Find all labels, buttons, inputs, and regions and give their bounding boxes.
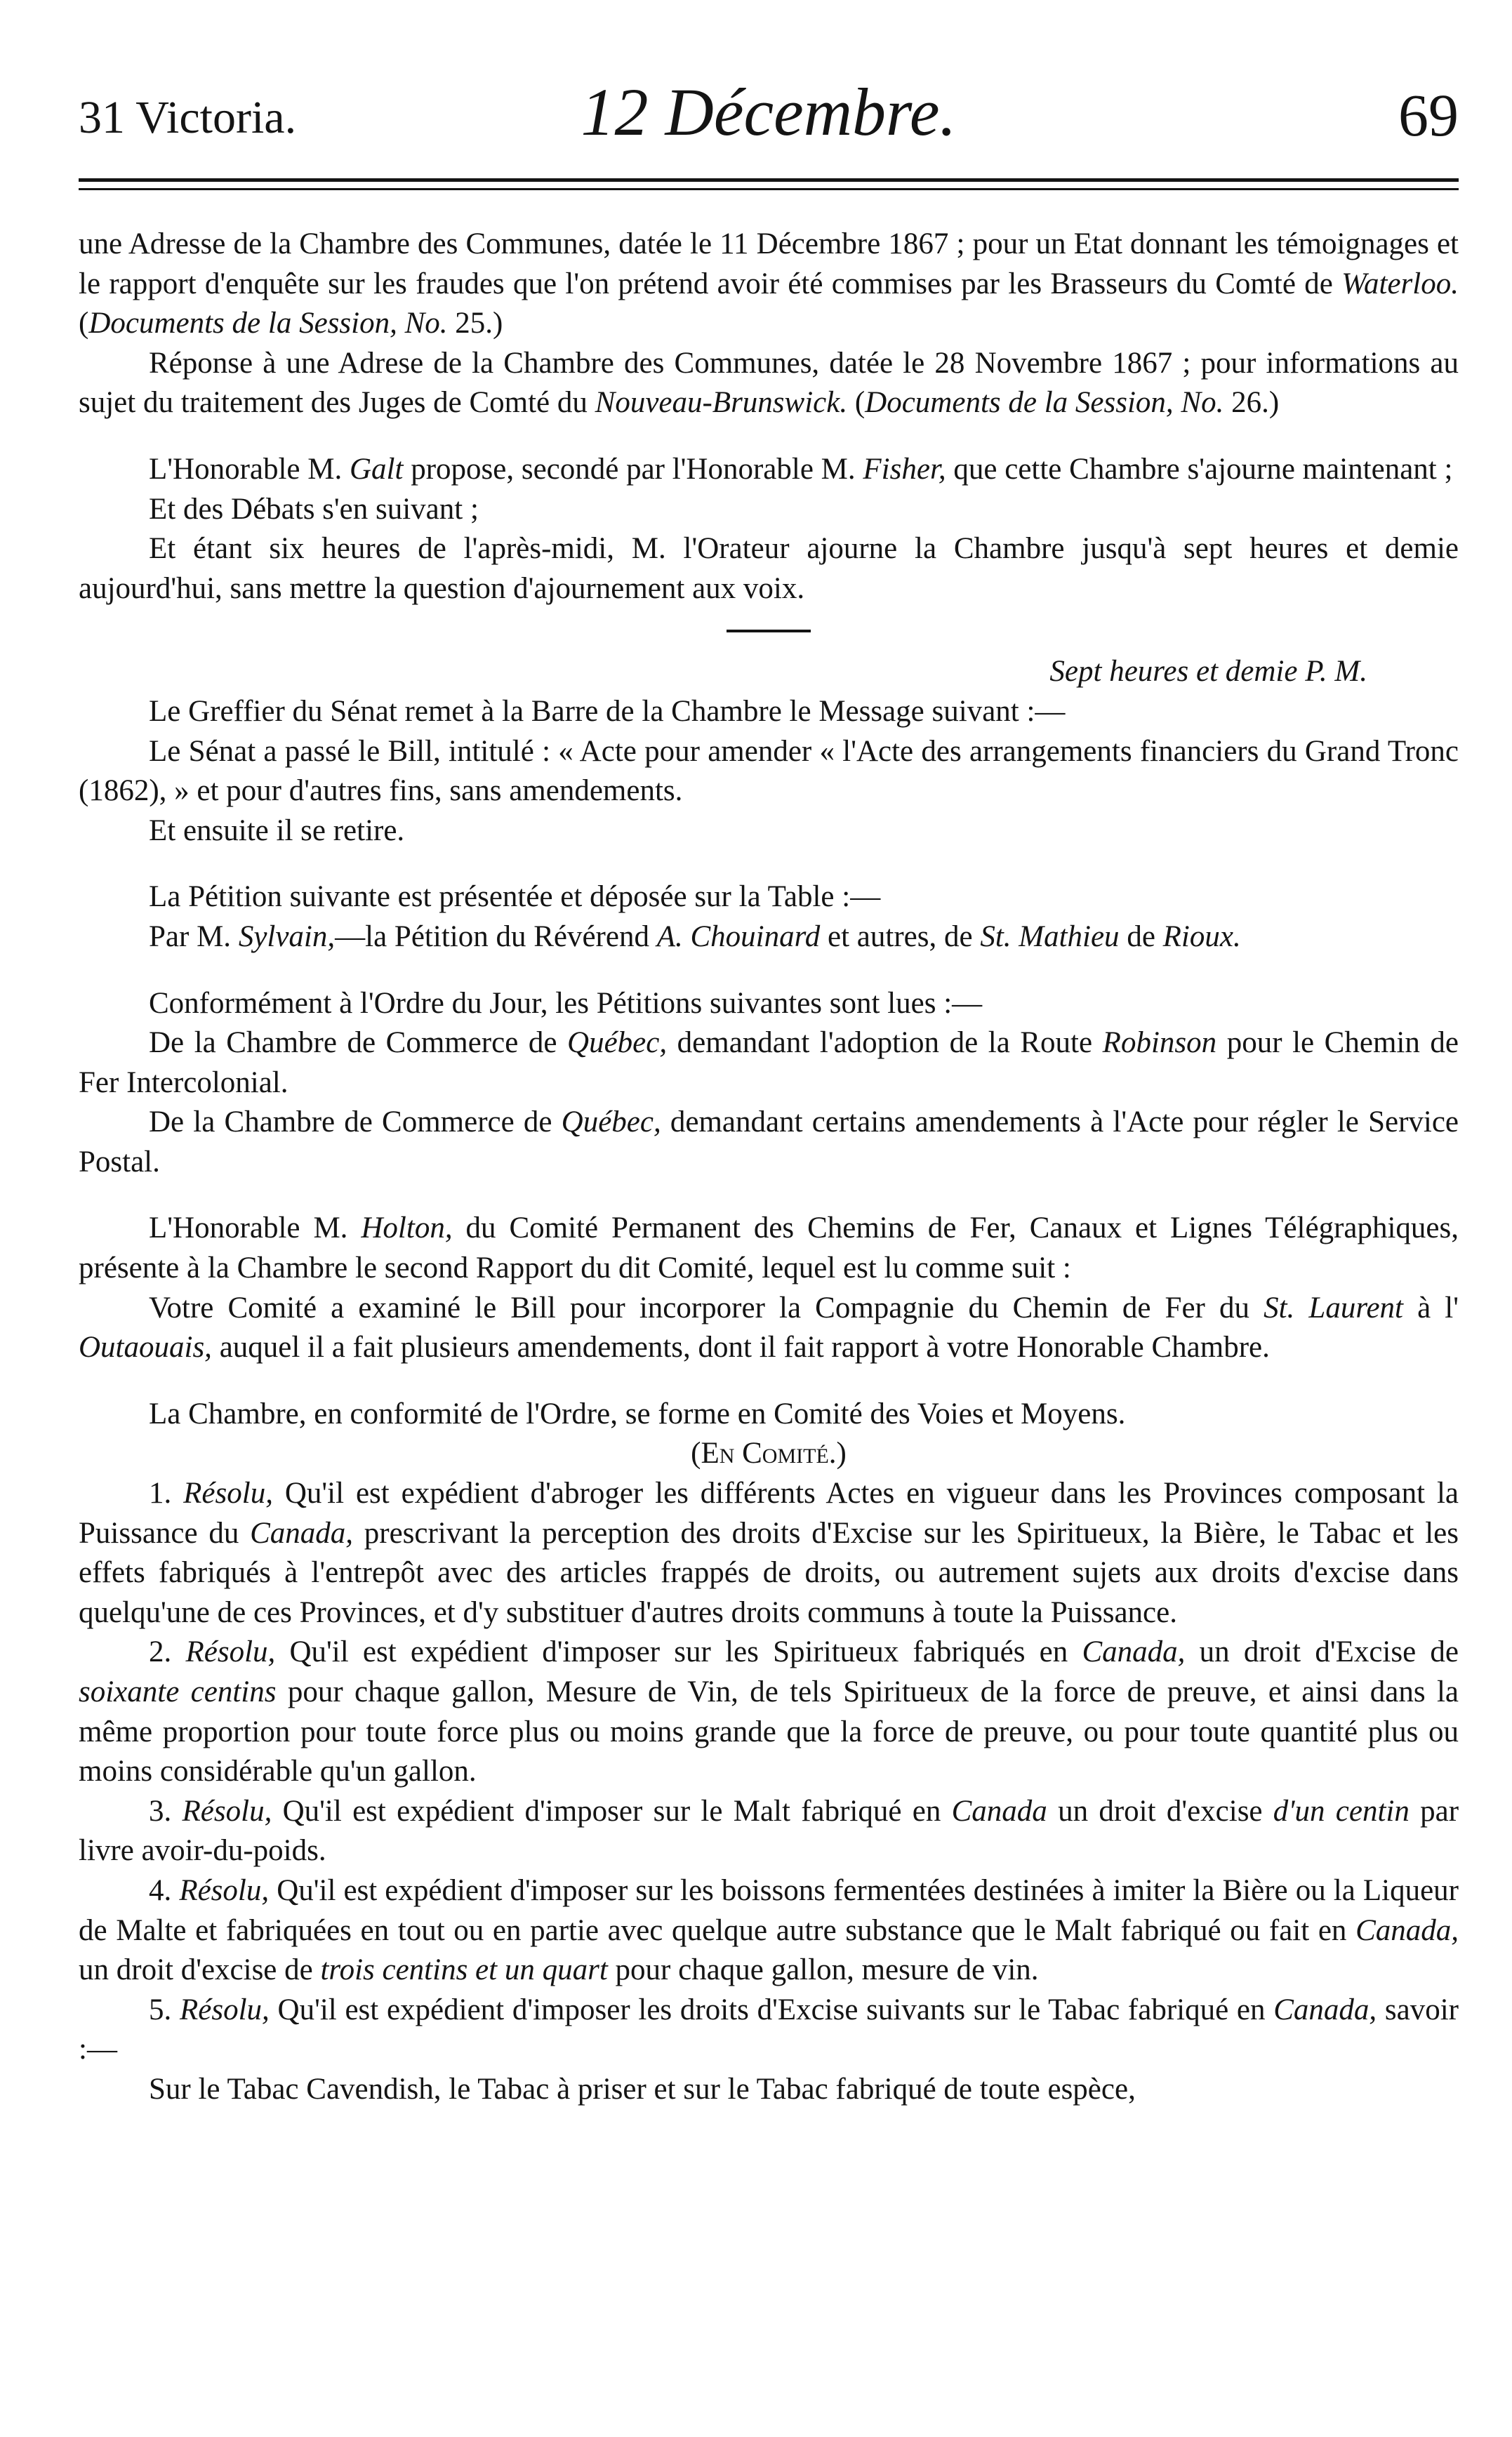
text-run: Qu'il est expédient d'imposer sur les boissons fermentées destinées à imiter la Bière ou la Liqueur de Malte et fabriquées en tout ou en partie avec quelque autre substance que le Malt fabriqué ou fait en [79, 1873, 1459, 1947]
paragraph [79, 225, 1459, 344]
italic-text: St. Mathieu [980, 919, 1120, 953]
italic-text: Canada, [250, 1516, 354, 1550]
italic-text: Holton, [361, 1211, 453, 1245]
text-run: Sept heures et demie P. M. [1049, 655, 1367, 689]
section-divider [727, 630, 811, 632]
text-run: du Comité Permanent des Chemins de Fer, Canaux et Lignes Télégraphiques, présente à la Chambre le second Rapport du dit Comité, lequel est lu comme suit : [79, 1211, 1459, 1285]
italic-text: Résolu, [179, 1873, 270, 1907]
text-run: Conformément à l'Ordre du Jour, les Pétitions suivantes sont lues :— [149, 986, 983, 1020]
italic-text: Galt [350, 452, 404, 486]
paragraph [79, 344, 1459, 423]
text-run: L'Honorable M. [149, 452, 350, 486]
text-run: ( [79, 307, 89, 340]
header-date-text: 12 Décembre. [581, 74, 957, 150]
text-run: 25.) [447, 307, 503, 340]
paragraph [79, 450, 1459, 490]
paragraph-gap [79, 1368, 1459, 1395]
text-run: De la Chambre de Commerce de [149, 1105, 562, 1139]
text-run: 2. [149, 1635, 186, 1669]
text-run: auquel il a fait plusieurs amendements, dont il fait rapport à votre Honorable Chambre. [211, 1331, 1270, 1364]
text-run: 5. [149, 1993, 180, 2026]
text-run: L'Honorable M. [149, 1211, 362, 1245]
paragraph [79, 1991, 1459, 2070]
text-run: propose, secondé par l'Honorable M. [403, 452, 863, 486]
text-run: par livre avoir-du-poids. [79, 1794, 1459, 1868]
paragraph [79, 1395, 1459, 1435]
text-run: un droit d'excise de [79, 1953, 321, 1987]
paragraph-gap [79, 851, 1459, 877]
text-run: à l' [1403, 1291, 1459, 1324]
paragraph [79, 490, 1459, 530]
header-date [79, 73, 1459, 151]
italic-text: d'un centin [1273, 1794, 1410, 1828]
text-run: (En Comité.) [691, 1437, 847, 1470]
text-run: et autres, de [820, 919, 981, 953]
text-run: que cette Chambre s'ajourne maintenant ; [946, 452, 1453, 486]
paragraph-gap [79, 1182, 1459, 1209]
text-run: une Adresse de la Chambre des Communes, datée le 11 Décembre 1867 ; pour un Etat donnant les témoignages et le rapport d'enquête sur les fraudes que l'on prétend avoir été commises par les Brasseurs du Comté de [79, 227, 1459, 300]
italic-text: Résolu, [180, 1993, 270, 2026]
paragraph [79, 732, 1459, 811]
italic-text: Résolu, [183, 1477, 273, 1510]
paragraph [79, 1023, 1459, 1103]
text-run: 26.) [1223, 386, 1280, 420]
italic-text: A. Chouinard [656, 919, 821, 953]
text-run: Réponse à une Adrese de la Chambre des Communes, datée le 28 Novembre 1867 ; pour informations au sujet du traitement des Juges de Comté du [79, 346, 1459, 420]
text-run: demandant l'adoption de la Route [667, 1026, 1103, 1060]
italic-text: Documents de la Session, No. [865, 386, 1224, 420]
text-run: demandant certains amendements à l'Acte pour régler le Service Postal. [79, 1105, 1459, 1178]
paragraph [79, 1474, 1459, 1633]
italic-text: trois centins et un quart [320, 1953, 608, 1987]
text-run: un droit d'Excise de [1185, 1635, 1459, 1669]
italic-text: Québec, [561, 1105, 661, 1139]
text-run: 4. [149, 1873, 180, 1907]
italic-text: Waterloo. [1341, 267, 1459, 300]
italic-text: Canada [951, 1794, 1047, 1828]
text-run: Qu'il est expédient d'imposer sur le Malt fabriqué en [272, 1794, 952, 1828]
text-run: Et ensuite il se retire. [149, 814, 405, 847]
text-run: de [1119, 919, 1163, 953]
text-run: pour chaque gallon, Mesure de Vin, de tels Spiritueux de la force de preuve, et ainsi dans la même proportion pour toute force plus ou moins grande que la force de preuve, ou pour toute quantité plus ou moins considérable qu'un gallon. [79, 1675, 1459, 1788]
italic-text: Rioux. [1162, 919, 1241, 953]
text-run: Qu'il est expédient d'abroger les différents Actes en vigueur dans les Provinces composant la Puissance du [79, 1477, 1459, 1550]
paragraph-gap [79, 957, 1459, 984]
paragraph [79, 877, 1459, 917]
text-run: De la Chambre de Commerce de [149, 1026, 568, 1060]
header-rule-thin [79, 188, 1459, 190]
paragraph [79, 2070, 1459, 2110]
paragraph [79, 1871, 1459, 1991]
text-run: pour le Chemin de Fer Intercolonial. [79, 1026, 1459, 1099]
italic-text: Nouveau-Brunswick. [595, 386, 848, 420]
italic-text: Robinson [1102, 1026, 1217, 1060]
time-heading [79, 652, 1459, 692]
italic-text: Documents de la Session, No. [88, 307, 448, 340]
text-run: La Chambre, en conformité de l'Ordre, se forme en Comité des Voies et Moyens. [149, 1397, 1126, 1430]
paragraph [79, 811, 1459, 851]
paragraph [79, 917, 1459, 957]
italic-text: Canada, [1082, 1635, 1186, 1669]
text-run: ( [847, 386, 866, 420]
header-rule-thick [79, 178, 1459, 182]
italic-text: Outaouais, [79, 1331, 212, 1364]
text-run: prescrivant la perception des droits d'Excise sur les Spiritueux, la Bière, le Tabac et les effets fabriqués à l'entrepôt avec des articles frappés de droits, ou autrement sujets aux droits d'excise dans quelqu'une de ces Provinces, et d'y substituer d'autres droits communs à toute la Puissance. [79, 1516, 1459, 1629]
italic-text: Canada, [1273, 1993, 1377, 2026]
text-run: savoir :— [79, 1993, 1459, 2066]
text-run: Et des Débats s'en suivant ; [149, 492, 479, 526]
paragraph [79, 529, 1459, 609]
text-run: Votre Comité a examiné le Bill pour incorporer la Compagnie du Chemin de Fer du [149, 1291, 1264, 1324]
text-run: 3. [149, 1794, 183, 1828]
italic-text: Québec, [567, 1026, 668, 1060]
italic-text: Résolu, [182, 1794, 272, 1828]
paragraph-gap [79, 423, 1459, 450]
text-run: Qu'il est expédient d'imposer les droits d'Excise suivants sur le Tabac fabriqué en [269, 1993, 1274, 2026]
paragraph [79, 984, 1459, 1024]
text-run: Et étant six heures de l'après-midi, M. l'Orateur ajourne la Chambre jusqu'à sept heures et demie aujourd'hui, sans mettre la question d'ajournement aux voix. [79, 532, 1459, 605]
paragraph [79, 1209, 1459, 1288]
paragraph [79, 1289, 1459, 1368]
text-run: La Pétition suivante est présentée et déposée sur la Table :— [149, 880, 881, 914]
page-header [79, 73, 1459, 150]
italic-text: soixante centins [79, 1675, 277, 1708]
italic-text: Canada, [1355, 1913, 1459, 1947]
text-run: Par M. [149, 919, 239, 953]
text-run: un droit d'excise [1047, 1794, 1273, 1828]
page-number: 69 [1398, 81, 1459, 149]
paragraph [79, 692, 1459, 732]
committee-heading [79, 1434, 1459, 1474]
text-run: Qu'il est expédient d'imposer sur les Spiritueux fabriqués en [275, 1635, 1082, 1669]
text-run: Sur le Tabac Cavendish, le Tabac à priser et sur le Tabac fabriqué de toute espèce, [149, 2072, 1136, 2106]
text-run: Le Greffier du Sénat remet à la Barre de la Chambre le Message suivant :— [149, 694, 1066, 728]
paragraph [79, 1103, 1459, 1182]
paragraph [79, 1633, 1459, 1791]
paragraph [79, 1792, 1459, 1871]
text-run: pour chaque gallon, mesure de vin. [607, 1953, 1039, 1987]
document-body [79, 225, 1459, 2110]
text-run: —la Pétition du Révérend [335, 919, 657, 953]
italic-text: Fisher, [863, 452, 946, 486]
italic-text: Résolu, [185, 1635, 276, 1669]
text-run: Le Sénat a passé le Bill, intitulé : « Acte pour amender « l'Acte des arrangements financiers du Grand Tronc (1862), » et pour d'autres fins, sans amendements. [79, 734, 1459, 808]
italic-text: St. Laurent [1264, 1291, 1403, 1324]
italic-text: Sylvain, [238, 919, 336, 953]
header-volume: 31 Victoria. [79, 92, 297, 143]
text-run: 1. [149, 1477, 184, 1510]
